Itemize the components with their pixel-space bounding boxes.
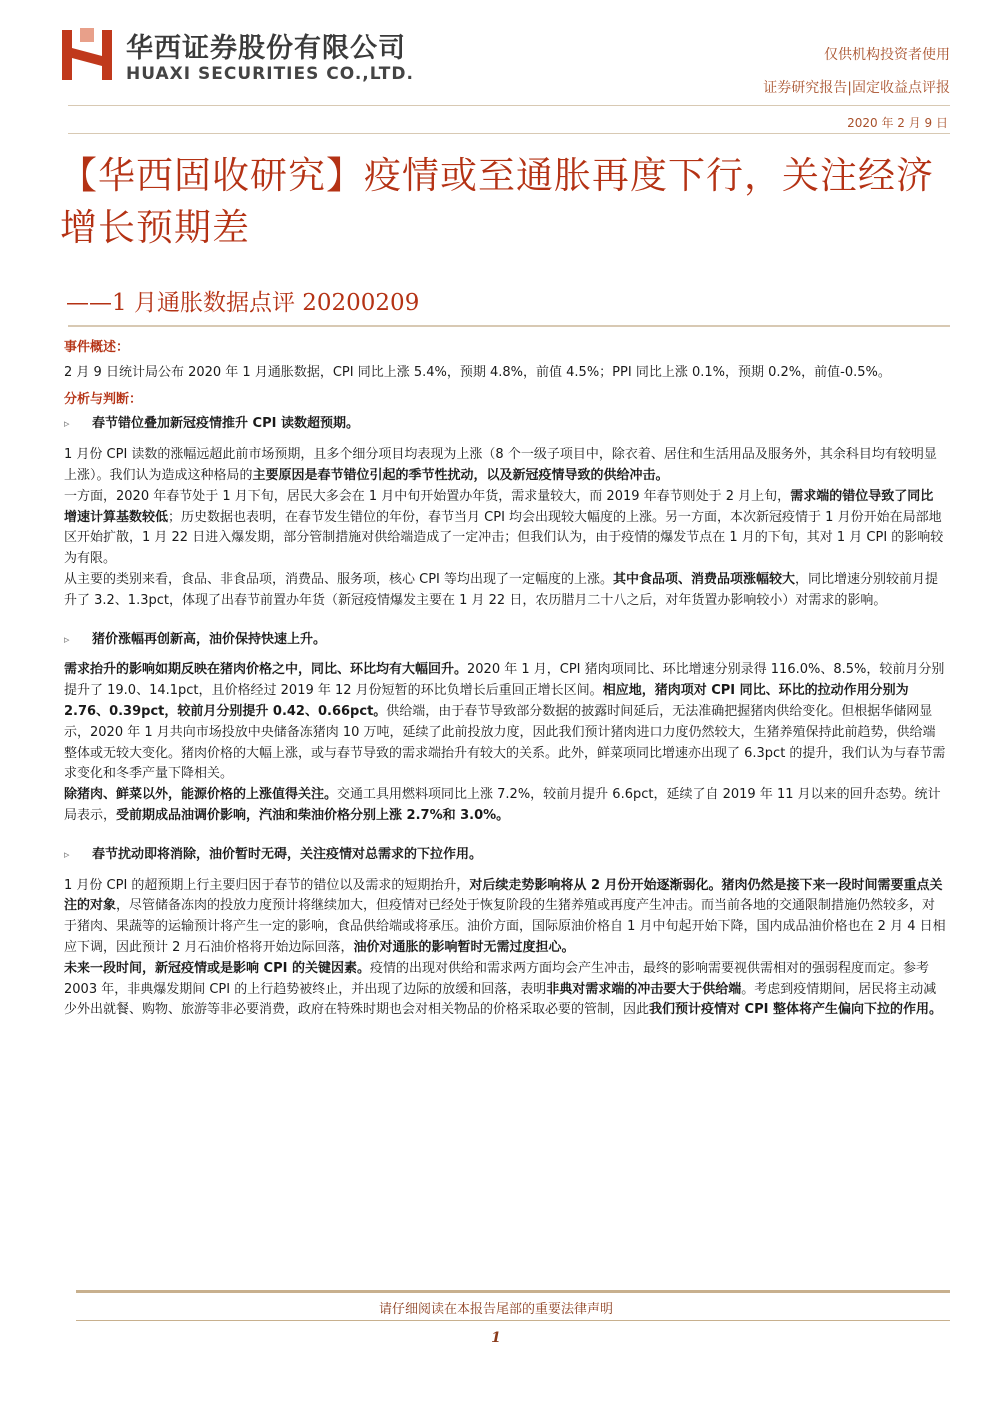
triangle-bullet-icon: ▹ <box>64 417 70 431</box>
footer-rule-thin <box>76 1320 950 1321</box>
analysis-label: 分析与判断： <box>64 391 143 407</box>
triangle-bullet-icon: ▹ <box>64 632 70 646</box>
paragraph: 1 月份 CPI 的超预期上行主要归因于春节的错位以及需求的短期抬升，对后续走势影响将从 2 月份开始逐渐弱化。猪肉仍然是接下来一段时间需要重点关注的对象，尽管储备冻肉的投放力度预计将继续加大，但疫情对已经处于恢复阶段的生猪养殖或再度产生冲击。而当前各地的交通限制措施仍然较多，对于猪肉、果蔬等的运输预计将产生一定的影响，食品供给端或将承压。油价方面，国际原油价格自 1 月中旬起开始下降，国内成品油价格也在 2 月 4 日相应下调，因此预计 2 月石油价格将开始边际回落，油价对通胀的影响暂时无需过度担心。 <box>64 877 946 955</box>
title-rule <box>68 325 950 327</box>
section-heading <box>64 630 946 651</box>
audience-note: 仅供机构投资者使用 <box>824 47 950 63</box>
huaxi-logo-icon <box>60 26 116 84</box>
report-type: 证券研究报告|固定收益点评报 <box>763 80 950 96</box>
paragraph: 未来一段时间，新冠疫情或是影响 CPI 的关键因素。疫情的出现对供给和需求两方面均会产生冲击，最终的影响需要视供需相对的强弱程度而定。参考 2003 年，非典爆发期间 CPI 的上行趋势被终止，并出现了边际的放缓和回落，表明非典对需求端的冲击要大于供给端。考虑到疫情期间，居民将主动减少外出就餐、购物、旅游等非必要消费，政府在特殊时期也会对相关物品的价格采取必要的管制，因此我们预计疫情对 CPI 整体将产生偏向下拉的作用。 <box>64 960 942 1018</box>
section-heading-text: 春节扰动即将消除，油价暂时无碍，关注疫情对总需求的下拉作用。 <box>92 846 483 862</box>
legal-notice: 请仔细阅读在本报告尾部的重要法律声明 <box>378 1302 613 1317</box>
section-heading <box>64 845 946 866</box>
event-label: 事件概述： <box>64 340 130 355</box>
company-name-en: HUAXI SECURITIES CO.,LTD. <box>126 64 414 84</box>
event-text: 2 月 9 日统计局公布 2020 年 1 月通胀数据，CPI 同比上涨 5.4%，预期 4.8%，前值 4.5%；PPI 同比上涨 0.1%，预期 0.2%，前值-0.5%。 <box>64 364 891 380</box>
section-heading <box>64 414 946 435</box>
report-body <box>64 338 946 1021</box>
report-date: 2020 年 2 月 9 日 <box>847 116 948 130</box>
footer-rule <box>76 1290 950 1293</box>
paragraph: 需求抬升的影响如期反映在猪肉价格之中，同比、环比均有大幅回升。2020 年 1 月，CPI 猪肉项同比、环比增速分别录得 116.0%、8.5%，较前月分别提升了 19.0、14.1pct，且价格经过 2019 年 12 月份短暂的环比负增长后重回正增长区间。相应地，猪肉项对 CPI 同比、环比的拉动作用分别为 2.76、0.39pct，较前月分别提升 0.42、0.66pct。供给端，由于春节导致部分数据的披露时间延后，无法准确把握猪肉供给变化。但根据华储网显示，2020 年 1 月共向市场投放中央储备冻猪肉 10 万吨，延续了此前投放力度，因此我们预计猪肉进口力度仍然较大，生猪养殖保持此前趋势，供给端整体或无较大变化。猪肉价格的大幅上涨，或与春节导致的需求端抬升有较大的关系。此外，鲜菜项同比增速亦出现了 6.3pct 的提升，我们认为与春节需求变化和冬季产量下降相关。 <box>64 662 946 782</box>
section-heading-text: 猪价涨幅再创新高，油价保持快速上升。 <box>92 631 327 647</box>
triangle-bullet-icon: ▹ <box>64 847 70 861</box>
company-name-cn: 华西证券股份有限公司 <box>126 33 406 64</box>
date-rule <box>68 133 950 134</box>
report-title: 【华西固收研究】疫情或至通胀再度下行，关注经济增长预期差 <box>60 154 934 249</box>
company-logo <box>60 20 460 90</box>
paragraph: 从主要的类别来看，食品、非食品项，消费品、服务项，核心 CPI 等均出现了一定幅度的上涨。其中食品项、消费品项涨幅较大，同比增速分别较前月提升了 3.2、1.3pct，体现了出春节前置办年货（新冠疫情爆发主要在 1 月 22 日，农历腊月二十八之后，对年货置办影响较小）对需求的影响。 <box>64 571 939 608</box>
paragraph: 一方面，2020 年春节处于 1 月下旬，居民大多会在 1 月中旬开始置办年货，需求量较大，而 2019 年春节则处于 2 月上旬，需求端的错位导致了同比增速计算基数较低；历史数据也表明，在春节发生错位的年份，春节当月 CPI 均会出现较大幅度的上涨。另一方面，本次新冠疫情于 1 月份开始在局部地区开始扩散，1 月 22 日进入爆发期，部分管制措施对供给端造成了一定冲击；但我们认为，由于疫情的爆发节点在 1 月的下旬，其对 1 月 CPI 的影响较为有限。 <box>64 488 944 567</box>
paragraph: 除猪肉、鲜菜以外，能源价格的上涨值得关注。交通工具用燃料项同比上涨 7.2%，较前月提升 6.6pct，延续了自 2019 年 11 月以来的回升态势。统计局表示，受前期成品油调价影响，汽油和柴油价格分别上涨 2.7%和 3.0%。 <box>64 787 941 823</box>
page-number: 1 <box>491 1330 501 1346</box>
paragraph: 1 月份 CPI 读数的涨幅远超此前市场预期，且多个细分项目均表现为上涨（8 个一级子项目中，除衣着、居住和生活用品及服务外，其余科目均有较明显上涨）。我们认为造成这种格局的主要原因是春节错位引起的季节性扰动，以及新冠疫情导致的供给冲击。 <box>64 447 937 483</box>
header-rule <box>68 105 950 106</box>
report-subtitle: ——1 月通胀数据点评 20200209 <box>66 290 420 316</box>
section-heading-text: 春节错位叠加新冠疫情推升 CPI 读数超预期。 <box>92 416 359 432</box>
